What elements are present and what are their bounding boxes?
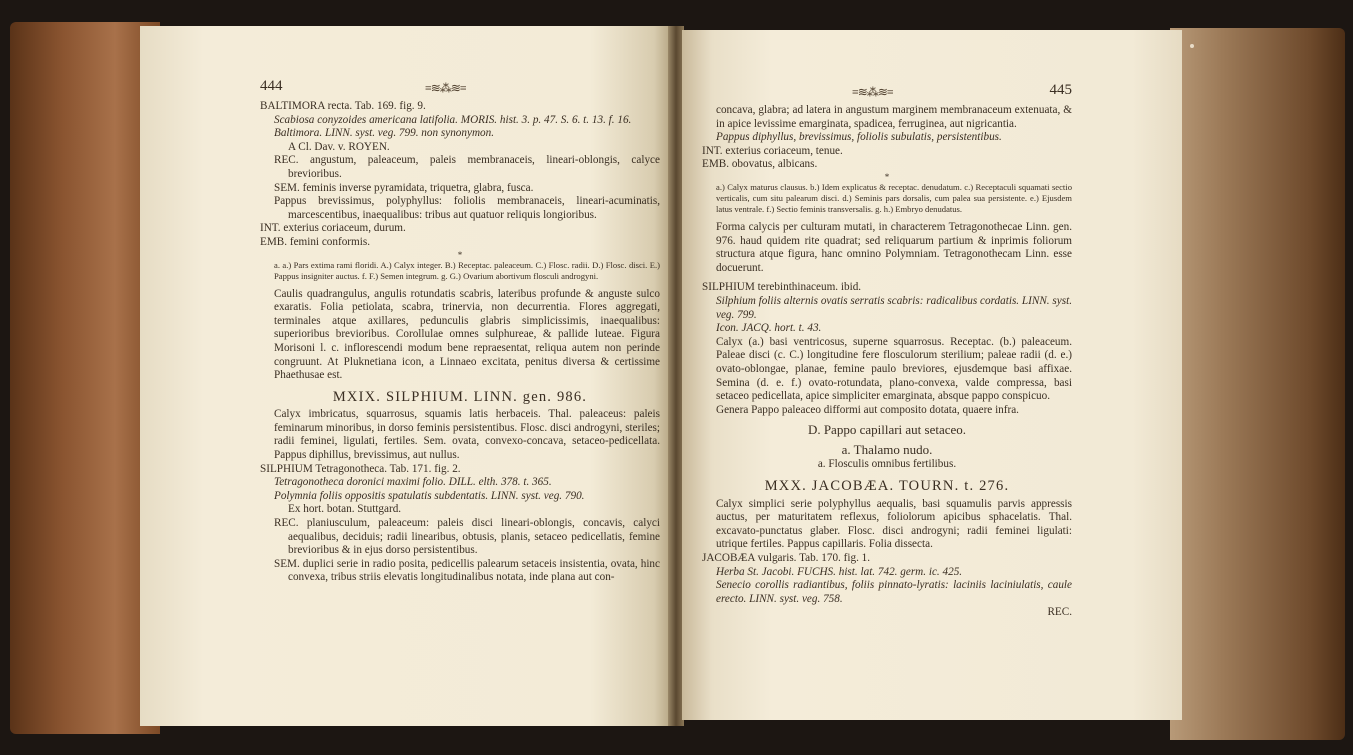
right-text-line: D. Pappo capillari aut setaceo. [807,422,967,438]
right-text-line: Icon. JACQ. hort. t. 43. [716,322,822,335]
right-text-line: Calyx simplici serie polyphyllus aequalis, basi squamulis parvis appressis auctus, per maturitatem reflexus, foliolorum apicibus sphacelatis. Thal. excavato-punctatus glaber. Flosc. disci androgyni; radii feminei ligulati: utrique fertiles. Pappus capillaris. Folia dissecta. [716,497,1072,551]
right-text-line: Senecio corollis radiantibus, foliis pinnato-lyratis: laciniis laciniulatis, caule erecto. LINN. syst. veg. 758. [716,579,1072,605]
left-text-line: INT. exterius coriaceum, durum. [260,222,406,235]
right-text-line: Genera Pappo paleaceo difformi aut composito dotata, quaere infra. [716,403,1019,416]
right-text-line: JACOBÆA vulgaris. Tab. 170. fig. 1. [702,552,871,565]
right-text-line: * [884,171,890,182]
left-page-body [260,100,660,585]
right-page [682,30,1182,720]
right-text-line: a. Flosculis omnibus fertilibus. [817,458,957,471]
left-text-line: SILPHIUM Tetragonotheca. Tab. 171. fig. 2. [260,462,461,475]
left-text-line: Caulis quadrangulus, angulis rotundatis scabris, lateribus profunde & anguste sulco exaratis. Folia petiolata, scabra, trinervia, non decurrentia. Flores aggregati, terminales atque axillares, pedunculis glabris simplicissimis, inaequalibus: superioribus brevioribus. Corollulae omnes sulphureae, & pallide luteae. Figura Morisoni l. c. inflorescendi modum bene repraesentat, reliqua autem non perinde congruunt. At Pluknetiana icon, a Linnaeo excitata, penitus diversa & certissime Phaethusae est. [274,287,660,382]
right-text-line: Silphium foliis alternis ovatis serratis scabris: radicalibus cordatis. LINN. syst. veg. 799. [716,294,1072,321]
right-text-line: concava, glabra; ad latera in angustum marginem membranaceum extenuata, & in apice levissime emarginata, spadicea, ferruginea, aut nigricantia. [716,104,1072,130]
left-text-line: a. a.) Pars extima rami floridi. A.) Calyx integer. B.) Receptac. paleaceum. C.) Flosc. radii. D.) Flosc. disci. E.) Pappus insigniter auctus. f. F.) Semen integrum. g. G.) Ovarium abortivum flosculi androgyni. [274,259,660,281]
book-cover-right [1170,28,1345,740]
left-text-line: REC. angustum, paleaceum, paleis membranaceis, lineari-oblongis, calyce brevioribus. [274,154,660,180]
ornament-right: ≡≋⁂≋≡ [852,85,893,99]
left-text-line: Scabiosa conyzoides americana latifolia. MORIS. hist. 3. p. 47. S. 6. t. 13. f. 16. [274,113,632,126]
left-page-text [260,78,660,585]
left-text-line: Pappus brevissimus, polyphyllus: foliolis membranaceis, lineari-acuminatis, marcescentibus, inaequalibus: tribus aut quatuor reliquis longioribus. [274,195,660,221]
left-text-line: REC. planiusculum, paleaceum: paleis disci lineari-oblongis, concavis, calyci aequalibus, deciduis; radii linearibus, obtusis, planis, setaceo pedicellatis, femine brevioribus & in ejus dorso persistentibus. [274,517,660,557]
cover-mark [1190,44,1194,48]
left-text-line: Tetragonotheca doronici maximi folio. DILL. elth. 378. t. 365. [274,476,552,489]
right-text-line: Herba St. Jacobi. FUCHS. hist. lat. 742. germ. ic. 425. [716,565,963,578]
page-number-left: 444 [260,78,283,94]
right-text-line: SILPHIUM terebinthinaceum. ibid. [702,281,862,294]
right-text-line: a. Thalamo nudo. [841,441,933,457]
right-text-line: INT. exterius coriaceum, tenue. [702,144,843,157]
book-cover-left [10,22,160,734]
left-text-line: BALTIMORA recta. Tab. 169. fig. 9. [260,100,426,112]
right-page-text [702,82,1072,620]
left-page [140,26,670,726]
left-text-line: Ex hort. botan. Stuttgard. [288,503,402,516]
right-text-line: REC. [1047,606,1072,619]
left-text-line: Calyx imbricatus, squarrosus, squamis latis herbaceis. Thal. paleaceus: paleis feminarum minoribus, in dorso feminis persistentibus. Flosc. disci androgyni, steriles; radii feminei, ligulati, fertiles. Sem. ovata, convexo-concava, setaceo-pedicellata. Pappus diphillus, brevissimus, aut nullus. [274,408,660,462]
right-text-line: Forma calycis per culturam mutati, in characterem Tetragonothecae Linn. gen. 976. haud quidem rite quadrat; sed reliquarum partium & inprimis foliorum structura atque figura, hanc omnino Polymniam. Tetragonothecam Linn. esse docuerunt. [716,220,1072,274]
right-text-line: Pappus diphyllus, brevissimus, foliolis subulatis, persistentibus. [716,131,1002,144]
left-text-line: SEM. duplici serie in radio posita, pedicellis palearum setaceis insistentia, ovata, hinc convexa, tribus striis elevatis longitudinalibus notata, inde plana aut con- [274,557,660,584]
right-page-body [702,104,1072,620]
left-text-line: A Cl. Dav. v. ROYEN. [288,140,390,153]
left-text-line: * [457,249,463,260]
ornament-left: ≡≋⁂≋≡ [425,81,466,95]
left-text-line: MXIX. SILPHIUM. LINN. gen. 986. [332,388,588,405]
page-number-right: 445 [1049,82,1072,98]
right-text-line: EMB. obovatus, albicans. [702,158,818,171]
right-text-line: a.) Calyx maturus clausus. b.) Idem explicatus & receptac. denudatum. c.) Receptaculi squamati sectio verticalis, cum situ palearum disci. d.) Seminis pars dorsalis, cum palea sua persistente. e.) Ejusdem latus ventrale. f.) Sectio feminis transversalis. g. h.) Embryo denudatus. [716,181,1072,214]
left-text-line: EMB. femini conformis. [260,235,370,248]
left-text-line: SEM. feminis inverse pyramidata, triquetra, glabra, fusca. [274,181,534,194]
left-text-line: Polymnia foliis oppositis spatulatis subdentatis. LINN. syst. veg. 790. [274,489,585,502]
right-page-header [702,82,1072,104]
left-text-line: Baltimora. LINN. syst. veg. 799. non synonymon. [274,127,495,140]
right-text-line: Calyx (a.) basi ventricosus, superne squarrosus. Receptac. (b.) paleaceum. Paleae disci (c. C.) longitudine fere flosculorum sterilium; paleae radii (d. e.) ovato-oblongae, planae, femine paulo breviores, ejusdemque basi affixae. Semina (d. e. f.) ovato-rotundata, plano-convexa, valde compressa, basi setaceo pedicellata, apice simpliciter emarginata, absque pappo conspicuo. [716,335,1072,403]
right-text-line: MXX. JACOBÆA. TOURN. t. 276. [764,478,1010,495]
left-page-header [260,78,660,100]
